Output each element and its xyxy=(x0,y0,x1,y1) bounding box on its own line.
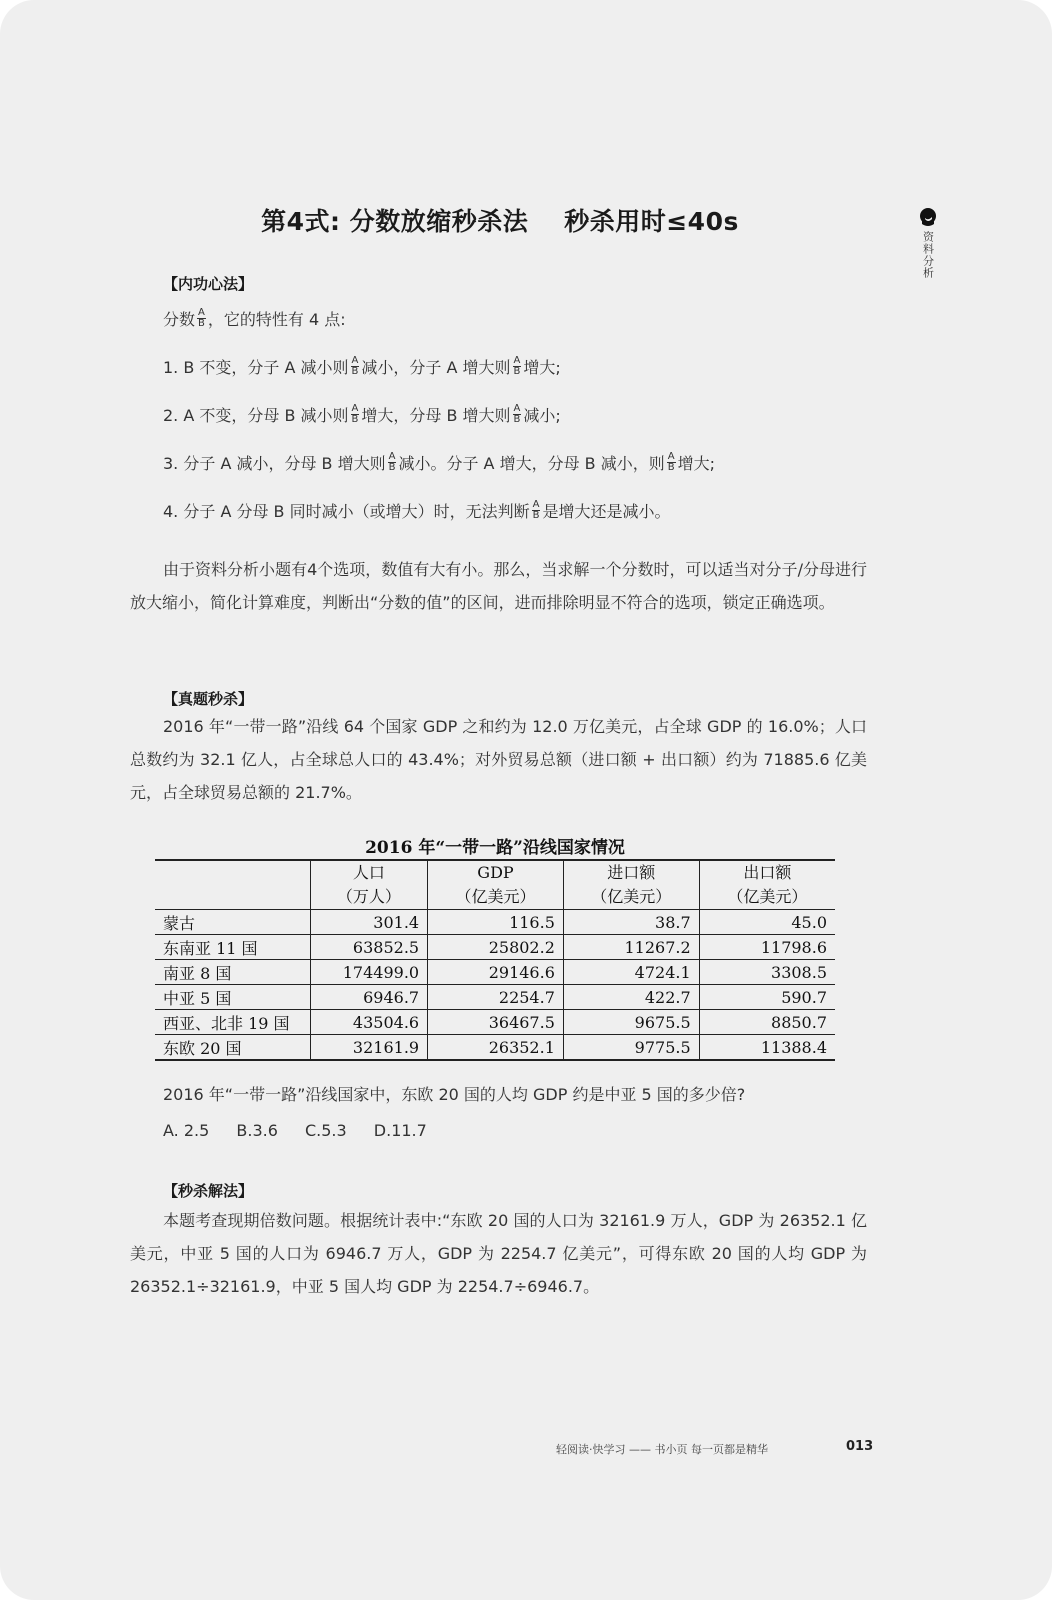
table-cell: 43504.6 xyxy=(310,1010,427,1035)
table-cell: 11267.2 xyxy=(563,935,699,960)
table-cell: 26352.1 xyxy=(428,1035,564,1061)
question-paragraph: 2016 年“一带一路”沿线 64 个国家 GDP 之和约为 12.0 万亿美元，占全球 GDP 的 16.0%；人口总数约为 32.1 亿人，占全球总人口的 43.4%；对外贸易总额（进口额 + 出口额）约为 71885.6 亿美元，占全球贸易总额的 21.7%。 xyxy=(130,717,867,802)
table-cell: 9675.5 xyxy=(563,1010,699,1035)
table-cell: 3308.5 xyxy=(699,960,835,985)
table-cell: 8850.7 xyxy=(699,1010,835,1035)
table-cell: 9775.5 xyxy=(563,1035,699,1061)
section-heading-question: 【真题秒杀】 xyxy=(163,690,254,708)
rule-item: 1. B 不变，分子 A 减小则 $\frac{A}{B}$ 减小，分子 A 增大则 $\frac{A}{B}$ 增大; xyxy=(163,355,561,377)
table-row xyxy=(155,935,835,960)
title-time: 秒杀用时≤40s xyxy=(564,207,739,236)
head-silhouette-icon xyxy=(917,206,939,228)
table-cell: 45.0 xyxy=(699,910,835,935)
intro-line xyxy=(163,307,346,331)
table-cell: 4724.1 xyxy=(563,960,699,985)
table-row xyxy=(155,910,835,935)
option-c: C.5.3 xyxy=(304,1121,347,1140)
row-label: 南亚 8 国 xyxy=(155,960,310,985)
table-row xyxy=(155,985,835,1010)
row-label: 东南亚 11 国 xyxy=(155,935,310,960)
intro-pre: 分数 xyxy=(163,310,196,329)
rule-item: 3. 分子 A 减小，分母 B 增大则 $\frac{A}{B}$ 减小。分子 A 增大，分母 B 减小，则 $\frac{A}{B}$ 增大; xyxy=(163,451,715,473)
option-b: B.3.6 xyxy=(236,1121,278,1140)
table-title: 2016 年“一带一路”沿线国家情况 xyxy=(365,838,625,858)
table-cell: 422.7 xyxy=(563,985,699,1010)
page-title xyxy=(0,202,1000,238)
section-heading-method: 【内功心法】 xyxy=(163,275,254,293)
table-cell: 11798.6 xyxy=(699,935,835,960)
row-label: 东欧 20 国 xyxy=(155,1035,310,1061)
table-cell: 11388.4 xyxy=(699,1035,835,1061)
table-cell: 590.7 xyxy=(699,985,835,1010)
row-label: 蒙古 xyxy=(155,910,310,935)
table-header-cell: 进口额 （亿美元） xyxy=(563,860,699,910)
page-number: 013 xyxy=(846,1439,874,1454)
row-label: 中亚 5 国 xyxy=(155,985,310,1010)
table-header-cell xyxy=(155,860,310,910)
table-cell: 25802.2 xyxy=(428,935,564,960)
row-label: 西亚、北非 19 国 xyxy=(155,1010,310,1035)
method-paragraph: 由于资料分析小题有4个选项，数值有大有小。那么，当求解一个分数时，可以适当对分子/分母进行放大缩小，简化计算难度，判断出“分数的值”的区间，进而排除明显不符合的选项，锁定正确选项。 xyxy=(130,560,867,612)
data-table xyxy=(155,859,835,1061)
table-cell: 174499.0 xyxy=(310,960,427,985)
table-cell: 116.5 xyxy=(428,910,564,935)
table-row xyxy=(155,1035,835,1061)
fraction-a-over-b: $\frac{A}{B}$ xyxy=(198,307,205,329)
table-cell: 63852.5 xyxy=(310,935,427,960)
table-header-cell: GDP （亿美元） xyxy=(428,860,564,910)
section-heading-solution: 【秒杀解法】 xyxy=(163,1182,254,1200)
table-cell: 2254.7 xyxy=(428,985,564,1010)
intro-post: ，它的特性有 4 点: xyxy=(207,310,346,329)
table-header-cell: 出口额 （亿美元） xyxy=(699,860,835,910)
rule-item: 2. A 不变，分母 B 减小则 $\frac{A}{B}$ 增大，分母 B 增大则 $\frac{A}{B}$ 减小; xyxy=(163,403,561,425)
table-cell: 6946.7 xyxy=(310,985,427,1010)
option-a: A. 2.5 xyxy=(163,1121,210,1140)
rule-item: 4. 分子 A 分母 B 同时减小（或增大）时，无法判断 $\frac{A}{B}$ 是增大还是减小。 xyxy=(163,499,671,521)
table-cell: 38.7 xyxy=(563,910,699,935)
side-tab xyxy=(917,206,939,279)
table-header-cell: 人口 （万人） xyxy=(310,860,427,910)
table-header-row xyxy=(155,860,835,910)
title-main: 第4式: 分数放缩秒杀法 xyxy=(261,207,529,236)
table-cell: 29146.6 xyxy=(428,960,564,985)
answer-options xyxy=(163,1121,449,1140)
side-tab-label: 资料分析 xyxy=(921,231,935,279)
solution-paragraph: 本题考查现期倍数问题。根据统计表中:“东欧 20 国的人口为 32161.9 万人，GDP 为 26352.1 亿美元，中亚 5 国的人口为 6946.7 万人，GDP 为 2254.7 亿美元”，可得东欧 20 国的人均 GDP 为 26352.1÷32161.9，中亚 5 国人均 GDP 为 2254.7÷6946.7。 xyxy=(130,1211,867,1296)
option-d: D.11.7 xyxy=(373,1121,427,1140)
table-cell: 32161.9 xyxy=(310,1035,427,1061)
footer-slogan: 轻阅读·快学习 —— 书小页 每一页都是精华 xyxy=(556,1443,768,1456)
table-cell: 36467.5 xyxy=(428,1010,564,1035)
table-row xyxy=(155,960,835,985)
table-cell: 301.4 xyxy=(310,910,427,935)
table-row xyxy=(155,1010,835,1035)
question-text: 2016 年“一带一路”沿线国家中，东欧 20 国的人均 GDP 约是中亚 5 国的多少倍? xyxy=(163,1085,746,1104)
